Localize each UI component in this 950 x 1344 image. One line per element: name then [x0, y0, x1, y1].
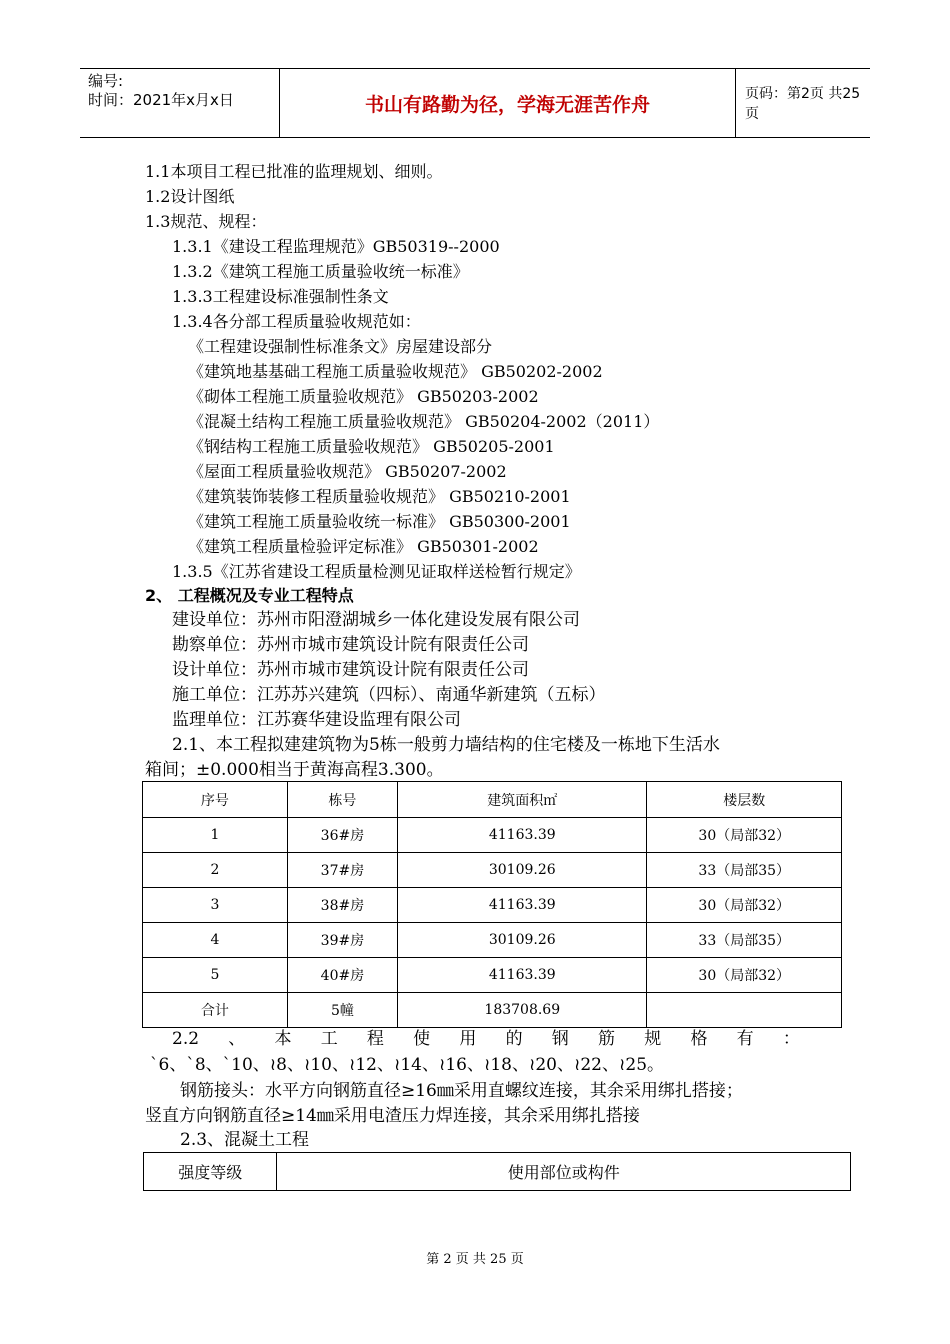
- paragraph-line: 2.1、本工程拟建建筑物为5栋一般剪力墙结构的住宅楼及一栋地下生活水: [172, 735, 720, 755]
- table-header: 使用部位或构件: [277, 1153, 851, 1191]
- table-cell: 5幢: [287, 993, 397, 1028]
- unit-line: 设计单位：苏州市城市建筑设计院有限责任公司: [172, 660, 529, 680]
- code-label: 编号:: [88, 72, 124, 90]
- body-line: 1.3.3工程建设标准强制性条文: [172, 287, 389, 306]
- text-fragment: 2.2: [172, 1029, 200, 1049]
- body-line: 1.3.5《江苏省建设工程质量检测见证取样送检暂行规定》: [172, 562, 581, 581]
- table-row: [143, 888, 842, 923]
- page-footer: 第 2 页 共 25 页: [426, 1252, 524, 1267]
- table-cell: 41163.39: [398, 958, 647, 993]
- body-line: 1.2设计图纸: [145, 187, 235, 206]
- paragraph-line: `6、`8、`10、≀8、≀10、≀12、≀14、≀16、≀18、≀20、≀22、≀25。: [150, 1055, 665, 1075]
- body-line: 1.3.1《建设工程监理规范》GB50319--2000: [172, 237, 500, 256]
- header-page-number: 页码：第2页 共25页: [745, 86, 861, 122]
- text-fragment: 本: [274, 1029, 292, 1049]
- table-cell: 38#房: [287, 888, 397, 923]
- table-cell: 40#房: [287, 958, 397, 993]
- body-line: 《屋面工程质量验收规范》 GB50207-2002: [188, 462, 507, 481]
- unit-line: 监理单位：江苏赛华建设监理有限公司: [172, 710, 461, 730]
- table-cell: 37#房: [287, 853, 397, 888]
- table-cell: 33（局部35）: [647, 923, 842, 958]
- body-line: 《工程建设强制性标准条文》房屋建设部分: [188, 337, 493, 356]
- body-line: 《钢结构工程施工质量验收规范》 GB50205-2001: [188, 437, 555, 456]
- body-line: 《建筑工程施工质量验收统一标准》 GB50300-2001: [188, 512, 571, 531]
- body-line: 《建筑地基基础工程施工质量验收规范》 GB50202-2002: [188, 362, 603, 381]
- body-line: 《建筑装饰装修工程质量验收规范》 GB50210-2001: [188, 487, 571, 506]
- table-header: 强度等级: [144, 1153, 277, 1191]
- header-meta: [80, 69, 280, 137]
- table-cell: 30109.26: [398, 923, 647, 958]
- body-line: 1.3.4各分部工程质量验收规范如：: [172, 312, 421, 331]
- text-fragment: 使: [413, 1029, 431, 1049]
- table-cell: 合计: [143, 993, 288, 1028]
- table-cell: [647, 993, 842, 1028]
- paragraph-line: 钢筋接头：水平方向钢筋直径≥16㎜采用直螺纹连接，其余采用绑扎搭接；: [180, 1081, 743, 1101]
- table-row: [143, 818, 842, 853]
- table-header: 栋号: [287, 782, 397, 818]
- page-header: [80, 68, 870, 138]
- concrete-table: [143, 1152, 851, 1191]
- table-row: [143, 958, 842, 993]
- table-cell: 5: [143, 958, 288, 993]
- unit-line: 施工单位：江苏苏兴建筑（四标）、南通华新建筑（五标）: [172, 685, 606, 705]
- table-cell: 183708.69: [398, 993, 647, 1028]
- body-line: 1.3.2《建筑工程施工质量验收统一标准》: [172, 262, 469, 281]
- table-cell: 36#房: [287, 818, 397, 853]
- table-cell: 39#房: [287, 923, 397, 958]
- table-cell: 30（局部32）: [647, 888, 842, 923]
- table-header: 建筑面积㎡: [398, 782, 647, 818]
- paragraph-line: 2.3、混凝土工程: [180, 1130, 310, 1150]
- table-cell: 1: [143, 818, 288, 853]
- unit-line: 勘察单位：苏州市城市建筑设计院有限责任公司: [172, 635, 529, 655]
- time-label: 时间：2021年x月x日: [88, 91, 234, 109]
- text-fragment: 工: [320, 1029, 338, 1049]
- body-line: 《建筑工程质量检验评定标准》 GB50301-2002: [188, 537, 539, 556]
- text-fragment: 、: [228, 1029, 246, 1049]
- text-fragment: 规: [644, 1029, 662, 1049]
- table-row: [143, 993, 842, 1028]
- table-cell: 41163.39: [398, 888, 647, 923]
- table-row: [143, 853, 842, 888]
- paragraph-line: 竖直方向钢筋直径≥14㎜采用电渣压力焊连接，其余采用绑扎搭接: [145, 1106, 640, 1126]
- table-cell: 30109.26: [398, 853, 647, 888]
- table-cell: 4: [143, 923, 288, 958]
- unit-line: 建设单位：苏州市阳澄湖城乡一体化建设发展有限公司: [172, 610, 580, 630]
- text-fragment: ：: [782, 1029, 800, 1049]
- body-line: 《混凝土结构工程施工质量验收规范》 GB50204-2002（2011）: [188, 412, 660, 431]
- paragraph-line-justified: [172, 1027, 800, 1051]
- text-fragment: 钢: [551, 1029, 569, 1049]
- text-fragment: 用: [459, 1029, 477, 1049]
- table-cell: 2: [143, 853, 288, 888]
- text-fragment: 的: [505, 1029, 523, 1049]
- text-fragment: 有: [736, 1029, 754, 1049]
- table-row: [143, 923, 842, 958]
- table-header: 序号: [143, 782, 288, 818]
- building-table: [142, 781, 842, 1028]
- table-cell: 30（局部32）: [647, 818, 842, 853]
- table-cell: 3: [143, 888, 288, 923]
- table-cell: 41163.39: [398, 818, 647, 853]
- body-line: 《砌体工程施工质量验收规范》 GB50203-2002: [188, 387, 539, 406]
- text-fragment: 程: [366, 1029, 384, 1049]
- text-fragment: 格: [690, 1029, 708, 1049]
- table-cell: 30（局部32）: [647, 958, 842, 993]
- table-header: 楼层数: [647, 782, 842, 818]
- section-title: 2、 工程概况及专业工程特点: [145, 586, 354, 605]
- body-line: 1.3规范、规程：: [145, 212, 267, 231]
- table-cell: 33（局部35）: [647, 853, 842, 888]
- body-line: 1.1本项目工程已批准的监理规划、细则。: [145, 162, 443, 181]
- paragraph-line: 箱间；±0.000相当于黄海高程3.300。: [145, 760, 444, 780]
- header-motto: 书山有路勤为径，学海无涯苦作舟: [280, 69, 736, 137]
- text-fragment: 筋: [598, 1029, 616, 1049]
